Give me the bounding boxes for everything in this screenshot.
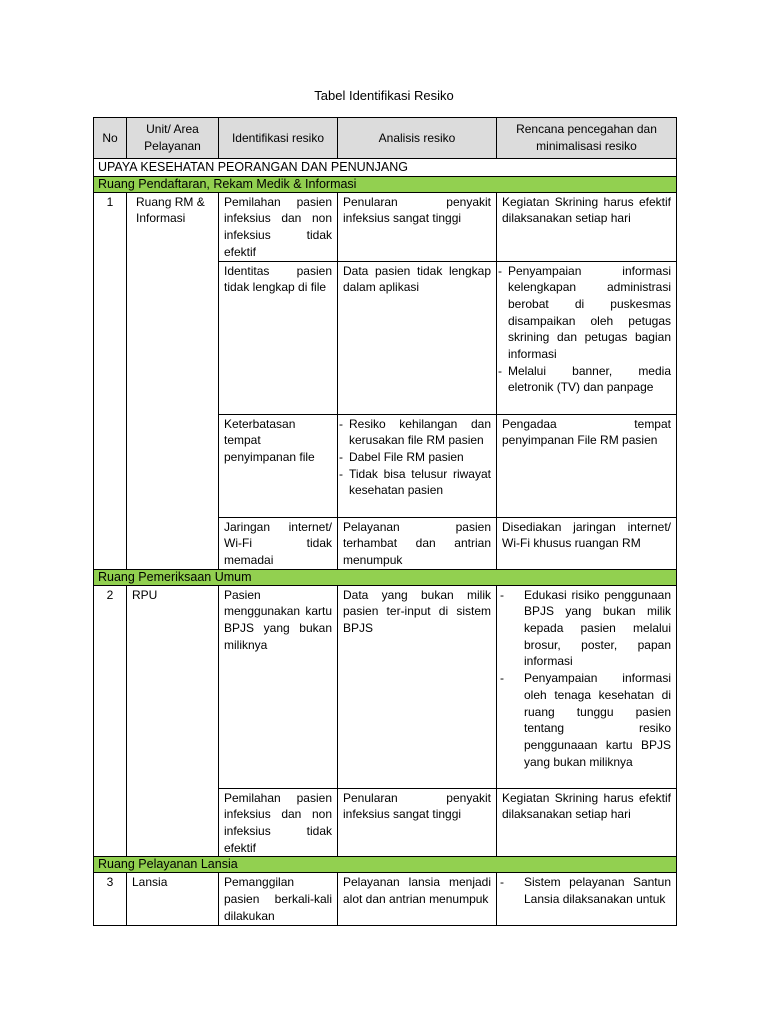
rencana-cell: Kegiatan Skrining harus efektif dilaksanakan setiap hari <box>497 788 677 857</box>
group-label: Ruang Pemeriksaan Umum <box>94 569 677 585</box>
analisis-cell: Penularan penyakit infeksius sangat tinggi <box>338 788 497 857</box>
list-item <box>339 416 491 449</box>
list-item-text: Melalui banner, media eletronik (TV) dan panpage <box>508 363 671 395</box>
rencana-cell: Pengadaa tempat penyimpanan File RM pasien <box>497 414 677 517</box>
header-analisis: Analisis resiko <box>338 118 497 159</box>
risk-identification-table <box>93 117 677 926</box>
header-no: No <box>94 118 127 159</box>
group-row <box>94 857 677 873</box>
header-rencana <box>497 118 677 159</box>
analisis-cell: Penularan penyakit infeksius sangat tinggi <box>338 192 497 261</box>
rencana-cell: Kegiatan Skrining harus efektif dilaksanakan setiap hari <box>497 192 677 261</box>
rencana-cell <box>497 585 677 788</box>
header-unit <box>127 118 219 159</box>
analisis-cell: Pelayanan lansia menjadi alot dan antrian menumpuk <box>338 873 497 925</box>
dash-marker: - <box>500 671 504 686</box>
row-number: 1 <box>94 192 127 569</box>
dash-marker: - <box>339 466 343 481</box>
list-item <box>498 263 671 363</box>
list-item <box>498 587 671 671</box>
document-title: Tabel Identifikasi Resiko <box>314 88 454 103</box>
identifikasi-cell: Identitas pasien tidak lengkap di file <box>219 261 338 414</box>
list-item <box>498 874 671 907</box>
row-number: 3 <box>94 873 127 925</box>
dash-marker: - <box>498 263 502 278</box>
section-row <box>94 159 677 177</box>
header-rencana-line-1: Rencana pencegahan dan <box>516 122 657 137</box>
identifikasi-cell: Jaringan internet/ Wi-Fi tidak memadai <box>219 517 338 569</box>
analisis-cell <box>338 414 497 517</box>
list-item-text: Resiko kehilangan dan kerusakan file RM pasien <box>349 416 491 448</box>
unit-cell: Lansia <box>127 873 219 925</box>
table-row <box>94 873 677 925</box>
rencana-cell <box>497 873 677 925</box>
row-number: 2 <box>94 585 127 857</box>
group-label: Ruang Pelayanan Lansia <box>94 857 677 873</box>
unit-cell: RPU <box>127 585 219 857</box>
unit-cell: Ruang RM & Informasi <box>127 192 219 569</box>
analisis-cell: Data pasien tidak lengkap dalam aplikasi <box>338 261 497 414</box>
identifikasi-cell: Pemilahan pasien infeksius dan non infeksius tidak efektif <box>219 788 338 857</box>
identifikasi-cell: Keterbatasan tempat penyimpanan file <box>219 414 338 517</box>
table-row <box>94 192 677 261</box>
list-item-text: Tidak bisa telusur riwayat kesehatan pasien <box>349 466 491 498</box>
table-header-row <box>94 118 677 159</box>
identifikasi-cell: Pasien menggunakan kartu BPJS yang bukan miliknya <box>219 585 338 788</box>
list-item-text: Dabel File RM pasien <box>349 449 464 464</box>
rencana-cell: Disediakan jaringan internet/ Wi-Fi khusus ruangan RM <box>497 517 677 569</box>
identifikasi-cell: Pemanggilan pasien berkali-kali dilakukan <box>219 873 338 925</box>
group-label: Ruang Pendaftaran, Rekam Medik & Informasi <box>94 176 677 192</box>
group-row <box>94 569 677 585</box>
list-item-text: Penyampaian informasi oleh tenaga kesehatan di ruang tunggu pasien tentang resiko penggunaaan kartu BPJS yang bukan miliknya <box>524 671 671 769</box>
identifikasi-cell: Pemilahan pasien infeksius dan non infeksius tidak efektif <box>219 192 338 261</box>
dash-marker: - <box>498 363 502 378</box>
analisis-cell: Pelayanan pasien terhambat dan antrian menumpuk <box>338 517 497 569</box>
dash-marker: - <box>339 449 343 464</box>
header-identifikasi: Identifikasi resiko <box>219 118 338 159</box>
table-row <box>94 585 677 788</box>
header-unit-line-2: Pelayanan <box>144 139 201 153</box>
list-item-text: Edukasi risiko penggunaan BPJS yang bukan milik kepada pasien melalui brosur, poster, papan informasi <box>524 587 671 669</box>
group-row <box>94 176 677 192</box>
dash-marker: - <box>500 587 504 602</box>
section-label: UPAYA KESEHATAN PEORANGAN DAN PENUNJANG <box>94 159 677 177</box>
list-item-text: Penyampaian informasi kelengkapan administrasi berobat di puskesmas disampaikan oleh petugas skrining dan petugas bagian informasi <box>508 263 671 362</box>
dash-marker: - <box>500 875 504 890</box>
list-item <box>498 670 671 770</box>
analisis-cell: Data yang bukan milik pasien ter-input di sistem BPJS <box>338 585 497 788</box>
list-item <box>498 363 671 396</box>
list-item-text: Sistem pelayanan Santun Lansia dilaksanakan untuk <box>524 875 671 907</box>
list-item <box>339 449 491 466</box>
header-unit-line-1: Unit/ Area <box>146 122 199 137</box>
rencana-cell <box>497 261 677 414</box>
list-item <box>339 466 491 499</box>
header-rencana-line-2: minimalisasi resiko <box>536 139 637 153</box>
dash-marker: - <box>339 416 343 431</box>
